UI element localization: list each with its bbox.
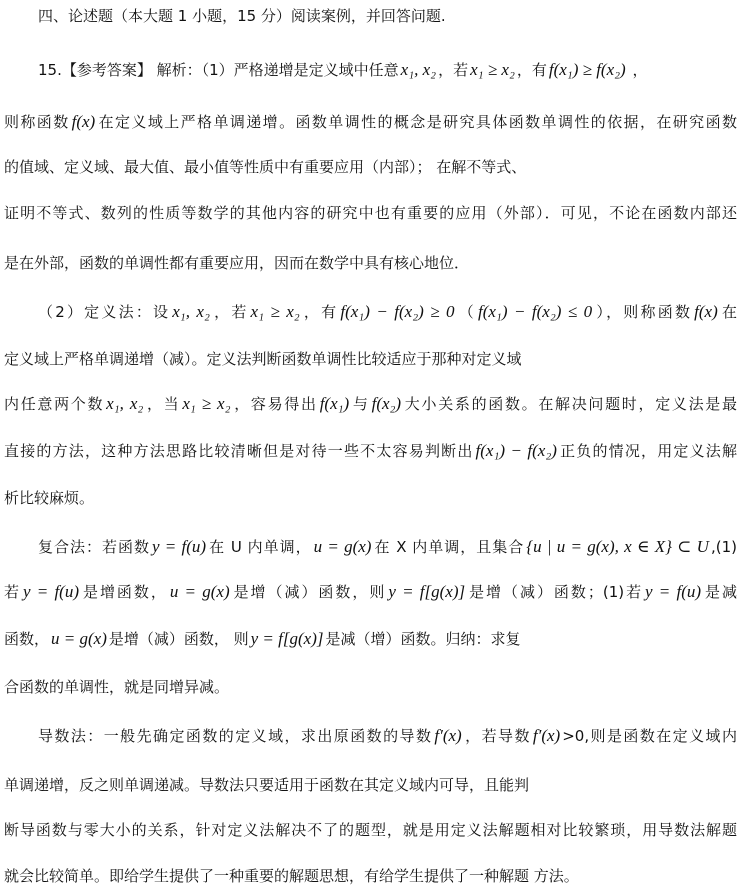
math-expression: x₁ ≥ x₂ xyxy=(250,302,300,321)
text-segment: 在 U 内单调， xyxy=(208,538,312,556)
math-expression: f(x₁) xyxy=(319,394,350,413)
text-segment: 内任意两个数 xyxy=(4,395,105,413)
text-segment: 是增（减）函数；(1)若 xyxy=(467,583,644,601)
math-expression: x₁, x₂ xyxy=(106,394,144,413)
text-segment: 大小关系的函数。在解决问题时，定义法是最 xyxy=(403,395,737,413)
text-segment: 正负的情况，用定义法解 xyxy=(558,442,737,460)
text-segment: ,(1) xyxy=(710,538,737,556)
math-expression: x₁ ≥ x₂ xyxy=(470,60,515,79)
text-line xyxy=(38,59,737,81)
text-line xyxy=(4,628,737,650)
text-line xyxy=(4,252,737,274)
text-line xyxy=(38,5,737,27)
text-line xyxy=(4,676,737,698)
text-line xyxy=(4,865,737,887)
text-segment: ，当 xyxy=(145,395,181,413)
math-expression: f′(x) xyxy=(532,726,561,745)
text-segment: 单调递增，反之则单调递减。导数法只要适用于函数在其定义域内可导，且能判 xyxy=(4,776,530,794)
text-line xyxy=(4,202,737,224)
text-line xyxy=(38,536,737,558)
text-segment: 合函数的单调性，就是同增异减。 xyxy=(4,678,230,696)
text-segment: （ xyxy=(456,303,476,321)
text-segment: 是增（减）函数， 则 xyxy=(108,630,249,648)
math-expression: y = f[g(x)] xyxy=(388,582,466,601)
text-segment: 是增（减）函数，则 xyxy=(231,583,387,601)
text-line xyxy=(4,348,737,370)
math-expression: f(x₁) − f(x₂) ≤ 0 xyxy=(477,302,593,321)
math-expression: f(x₂) xyxy=(371,394,402,413)
text-segment: 在 xyxy=(719,303,737,321)
text-segment: ，容易得出 xyxy=(232,395,318,413)
text-segment: ，有 xyxy=(516,61,547,79)
text-line xyxy=(4,156,737,178)
text-segment: 若 xyxy=(4,583,21,601)
text-segment: 是增函数， xyxy=(81,583,168,601)
math-expression: f(x) xyxy=(71,112,96,131)
text-segment: 是在外部，函数的单调性都有重要应用，因而在数学中具有核心地位． xyxy=(4,254,470,272)
text-segment: 析比较麻烦。 xyxy=(4,489,95,507)
text-segment: ，若 xyxy=(211,303,249,321)
math-expression: y = f[g(x)] xyxy=(250,629,324,648)
text-line xyxy=(4,581,737,603)
math-expression: y = f(u) xyxy=(645,582,702,601)
text-line xyxy=(4,440,737,462)
math-expression: u = g(x) xyxy=(51,629,107,648)
text-segment: 是减（增）函数。归纳：求复 xyxy=(325,630,521,648)
math-expression: f(x) xyxy=(694,302,718,321)
math-expression: f(x₁) − f(x₂) xyxy=(475,441,557,460)
text-segment: （2）定义法：设 xyxy=(38,303,171,321)
text-segment: 证明不等式、数列的性质等数学的其他内容的研究中也有重要的应用（外部）．可见，不论在函数内部还 xyxy=(4,204,737,222)
text-line xyxy=(38,725,737,747)
math-expression: y = f(u) xyxy=(22,582,79,601)
math-expression: x₁, x₂ xyxy=(400,60,437,79)
math-expression: f′(x) xyxy=(434,726,462,745)
text-segment: 与 xyxy=(351,395,370,413)
math-expression: x₁, x₂ xyxy=(172,302,210,321)
text-segment: 在 X 内单调，且集合 xyxy=(373,538,525,556)
text-segment: ），则称函数 xyxy=(594,303,693,321)
text-segment: ，若导数 xyxy=(463,727,531,745)
math-expression: f(x₁) − f(x₂) ≥ 0 xyxy=(340,302,455,321)
text-segment: ， xyxy=(627,61,648,79)
text-segment: 断导函数与零大小的关系，针对定义法解决不了的题型，就是用定义法解题相对比较繁琐，用导数法解题 xyxy=(4,821,737,839)
math-expression: y = f(u) xyxy=(152,537,207,556)
text-line xyxy=(4,111,737,133)
text-segment: 定义域上严格单调递增（减）。定义法判断函数单调性比较适应于那种对定义域 xyxy=(4,350,522,368)
math-expression: f(x₁) ≥ f(x₂) xyxy=(548,60,626,79)
text-segment: 是减 xyxy=(703,583,738,601)
text-segment: 复合法：若函数 xyxy=(38,538,151,556)
text-segment: 在定义域上严格单调递增。函数单调性的概念是研究具体函数单调性的依据，在研究函数 xyxy=(97,113,737,131)
text-segment: 的值域、定义域、最大值、最小值等性质中有重要应用（内部）； 在解不等式、 xyxy=(4,158,527,176)
text-line xyxy=(4,774,737,796)
text-segment: 15.【参考答案】 解析：（1）严格递增是定义域中任意 xyxy=(38,61,399,79)
text-segment: 直接的方法，这种方法思路比较清晰但是对待一些不太容易判断出 xyxy=(4,442,474,460)
text-segment: 导数法：一般先确定函数的定义域，求出原函数的导数 xyxy=(38,727,433,745)
text-segment: 函数， xyxy=(4,630,50,648)
text-segment: ，有 xyxy=(301,303,339,321)
text-line xyxy=(4,487,737,509)
math-expression: {u | u = g(x), x ∈ X} ⊂ U xyxy=(526,537,709,556)
text-segment: >0,则是函数在定义域内 xyxy=(562,727,737,745)
text-segment: 则称函数 xyxy=(4,113,70,131)
text-segment: ，若 xyxy=(438,61,469,79)
text-line xyxy=(4,819,737,841)
text-segment: 就会比较简单。即给学生提供了一种重要的解题思想，有给学生提供了一种解题 方法。 xyxy=(4,867,579,885)
text-line xyxy=(38,301,737,323)
text-segment: 四、论述题（本大题 1 小题，15 分）阅读案例，并回答问题. xyxy=(38,7,446,25)
math-expression: u = g(x) xyxy=(313,537,372,556)
math-expression: u = g(x) xyxy=(169,582,230,601)
text-line xyxy=(4,393,737,415)
math-expression: x₁ ≥ x₂ xyxy=(182,394,231,413)
